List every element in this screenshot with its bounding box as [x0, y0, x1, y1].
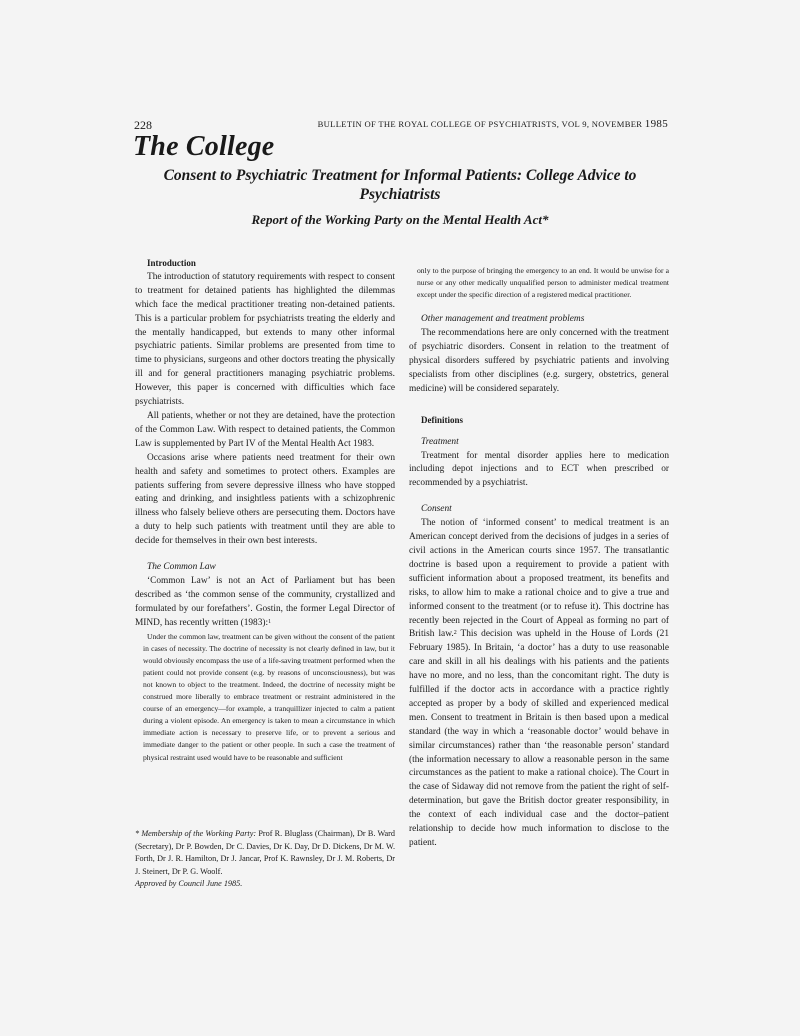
- right-column: [409, 265, 669, 851]
- other-management-paragraph: The recommendations here are only concerned with the treatment of psychiatric disorders. Consent in relation to the treatment of physical disorders suffered by psychiatric patients and involving specialists from other disciplines (e.g. surgery, obstetrics, general medicine) will be considered separately.: [409, 328, 669, 394]
- gostin-quote-continued: [409, 265, 669, 301]
- article-subtitle: Report of the Working Party on the Mental Health Act*: [251, 212, 549, 227]
- common-law-paragraph: [135, 575, 395, 631]
- footnote-members: Prof R. Bluglass (Chairman), Dr B. Ward (Secretary), Dr P. Bowden, Dr C. Davies, Dr K. Day, Dr D. Dickens, Dr M. W. Forth, Dr J. R. Hamilton, Dr J. Jancar, Prof K. Rawnsley, Dr J. M. Roberts, Dr J. Steinert, Dr P. G. Woolf.: [135, 829, 395, 876]
- consent-text-a: The notion of ‘informed consent’ to medical treatment is an American concept derived from the decisions of judges in a series of civil actions in the American courts since 1957. The transatlantic doctrine is based upon a requirement to provide a patient with sufficient information about a proposed treatment, its benefits and risks, to allow him to make a rational choice and to give a true and informed consent to the treatment (or to refuse it). This doctrine has recently been rejected in the Court of Appeal as forming no part of British law.: [409, 518, 669, 640]
- definitions-heading: Definitions: [421, 414, 464, 425]
- footnote-lead: * Membership of the Working Party:: [135, 829, 257, 838]
- journal-year: 1985: [644, 118, 668, 130]
- journal-name: BULLETIN OF THE ROYAL COLLEGE OF PSYCHIATRISTS, VOL 9, NOVEMBER: [317, 119, 643, 129]
- left-column: [135, 257, 395, 764]
- consent-paragraph: [409, 517, 669, 851]
- running-header: [318, 118, 668, 130]
- reference-2: 2: [453, 630, 457, 637]
- treatment-heading: Treatment: [421, 436, 459, 447]
- gostin-quote: [135, 631, 395, 764]
- article-title: Consent to Psychiatric Treatment for Informal Patients: College Advice to Psychiatrists: [163, 167, 637, 203]
- reference-1: 1: [268, 618, 272, 625]
- intro-paragraph-1: The introduction of statutory requirements with respect to consent to treatment for detained patients has highlighted the dilemmas which face the medical practitioner treating non-detained patients. This is a particular problem for psychiatrists treating the elderly and the mentally handicapped, but extends to many other informal psychiatric patients. Similar problems are presented from time to time to physicians, surgeons and other doctors treating the physically ill and for general practitioners managing psychiatric problems. However, this paper is concerned with difficulties which face psychiatrists.: [135, 271, 395, 408]
- footnote-approved: Approved by Council June 1985.: [135, 879, 243, 889]
- common-law-heading: The Common Law: [147, 562, 216, 573]
- treatment-paragraph: Treatment for mental disorder applies here to medication including depot injections and to ECT when prescribed or recommended by a psychiatrist.: [409, 450, 669, 489]
- page-number: 228: [134, 118, 152, 132]
- intro-paragraph-2: All patients, whether or not they are detained, have the protection of the Common Law. With respect to detained patients, the Common Law is supplemented by Part IV of the Mental Health Act 1983.: [135, 410, 395, 449]
- membership-footnote: [135, 828, 395, 891]
- other-management-heading: Other management and treatment problems: [421, 314, 585, 325]
- quote-text: Under the common law, treatment can be given without the consent of the patient in cases of necessity. The doctrine of necessity is not clearly defined in law, but it would obviously encompass the use of a life-saving treatment performed when the patient could not provide consent (e.g. by reasons of unconsciousness), but was not known to object to the treatment. Indeed, the doctrine of necessity might be construed more liberally to embrace treatment or restraint administered in the course of an emergency—for example, a tranquillizer injected to calm a patient during a violent episode. An emergency is taken to mean a circumstance in which immediate action is necessary to preserve life, or to prevent a serious and immediate danger to the patient or other people. In such a case the treatment of physical restraint used would have to be reasonable and sufficient: [143, 631, 395, 762]
- quote-continued-text: only to the purpose of bringing the emergency to an end. It would be unwise for a nurse or any other medically unqualified person to administer medical treatment except under the specific direction of a registered medical practitioner.: [417, 266, 669, 300]
- intro-paragraph-3: Occasions arise where patients need treatment for their own health and safety and sometimes to protect others. Examples are patients suffering from severe depressive illness who have stopped eating and drinking, and insightless patients with a schizophrenic illness who falsely believe others are persecuting them. Doctors have a duty to help such patients with treatment until they are able to decide for themselves in their own best interests.: [135, 452, 395, 547]
- introduction-heading: Introduction: [147, 258, 196, 268]
- common-law-text: ‘Common Law’ is not an Act of Parliament but has been described as ‘the common sense of the community, crystallized and formulated by our forefathers’. Gostin, the former Legal Director of MIND, has recently written (1983):: [135, 575, 395, 628]
- section-title: The College: [133, 131, 275, 162]
- consent-text-b: This decision was upheld in the House of Lords (21 February 1985). In Britain, ‘a doctor’ has a duty to use reasonable care and skill in all his dealings with his patients and the patients have no more, and no less, than the concomitant right. The duty is fulfilled if the doctor acts in accordance with a practice rightly accepted as proper by a body of skilled and experienced medical men. Consent to treatment in Britain is then based upon a medical standard (the way in which a ‘reasonable doctor’ would behave in similar circumstances) rather than ‘the reasonable person’ standard (the information necessary to allow a reasonable person in the same circumstances as the patient to make a rational choice). The Court in the case of Sidaway did not remove from the patient the right of self-determination, but gave the British doctor greater responsibility, in the context of each individual case and the doctor–patient relationship to decide how much information to disclose to the patient.: [409, 629, 670, 848]
- consent-heading: Consent: [421, 504, 452, 515]
